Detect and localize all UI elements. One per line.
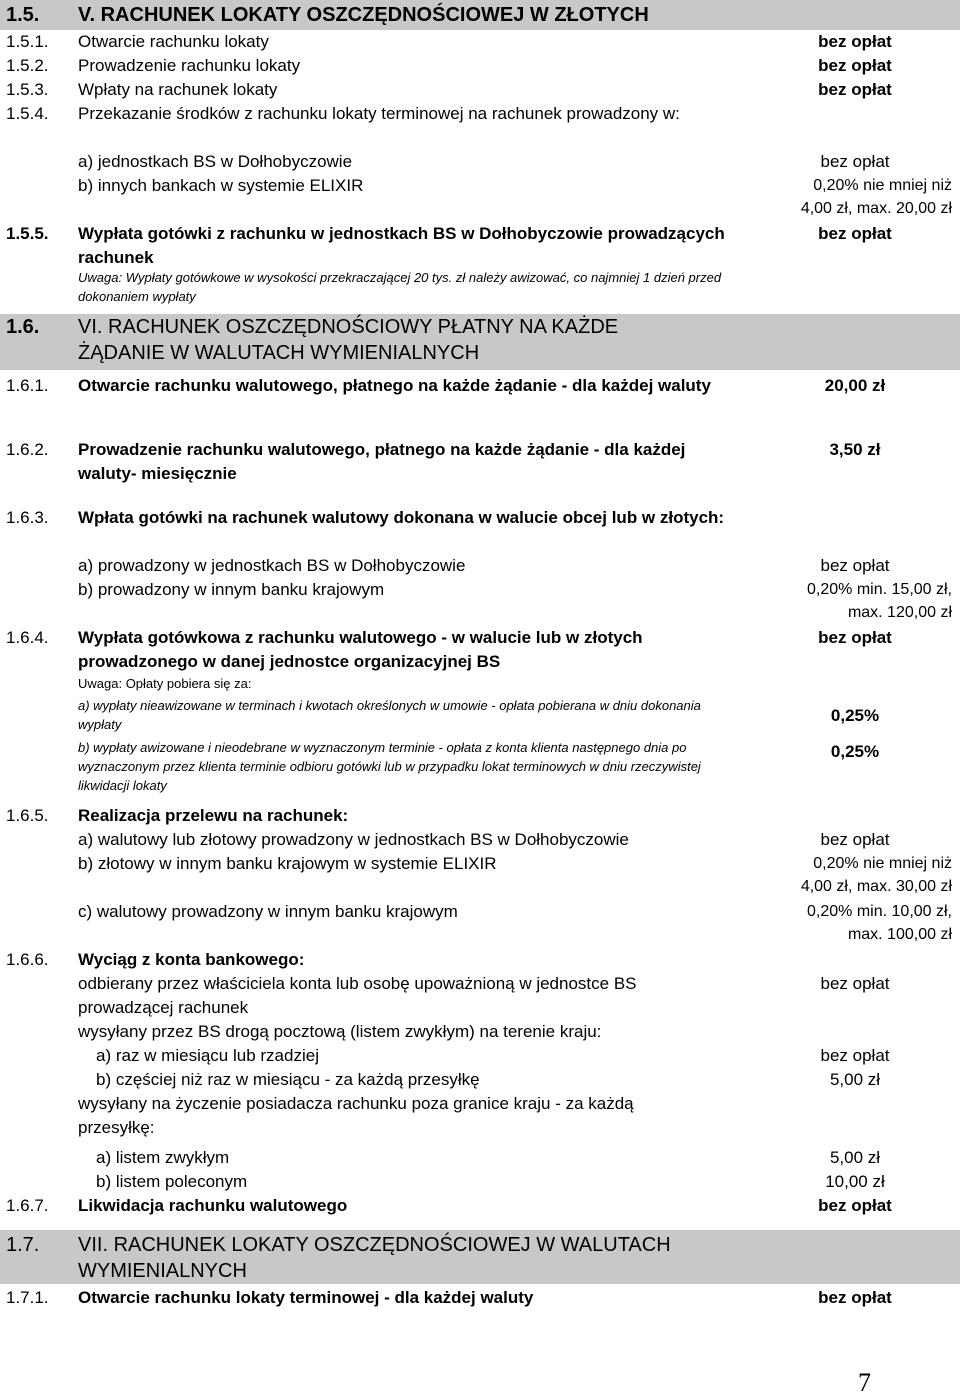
row-description: c) walutowy prowadzony w innym banku krajowym (78, 902, 458, 921)
table-row (0, 438, 960, 506)
table-row (0, 506, 960, 554)
row-fee: bez opłat (818, 32, 892, 51)
row-number: 1.6.1. (6, 376, 49, 395)
table-row (0, 102, 960, 150)
row-description: odbierany przez właściciela konta lub osobę upoważnioną w jednostce BS prowadzącej rachunek (78, 974, 637, 1017)
table-row (0, 852, 960, 900)
row-fee: 0,20% nie mniej niż 4,00 zł, max. 30,00 zł (800, 855, 952, 895)
row-number: 1.5.2. (6, 56, 49, 75)
row-description: a) raz w miesiącu lub rzadziej (96, 1046, 319, 1065)
row-description: Otwarcie rachunku lokaty (78, 32, 269, 51)
row-description: b) złotowy w innym banku krajowym w systemie ELIXIR (78, 854, 497, 873)
row-description: Przekazanie środków z rachunku lokaty terminowej na rachunek prowadzony w: (78, 104, 680, 123)
table-row (0, 696, 960, 738)
table-row (0, 78, 960, 102)
row-description: Likwidacja rachunku walutowego (78, 1196, 348, 1215)
row-description: a) walutowy lub złotowy prowadzony w jednostkach BS w Dołhobyczowie (78, 830, 629, 849)
row-note: Uwaga: Opłaty pobiera się za: (78, 676, 252, 691)
table-row (0, 972, 960, 1020)
row-number: 1.5.4. (6, 104, 49, 123)
row-fee: bez opłat (818, 1288, 892, 1307)
row-number: 1.5.1. (6, 32, 49, 51)
row-description: Wpłaty na rachunek lokaty (78, 80, 278, 99)
row-description: Otwarcie rachunku lokaty terminowej - dla każdej waluty (78, 1288, 534, 1307)
row-description: Realizacja przelewu na rachunek: (78, 806, 349, 825)
row-description: b) listem poleconym (96, 1172, 248, 1191)
row-description: a) prowadzony w jednostkach BS w Dołhobyczowie (78, 556, 466, 575)
table-row (0, 30, 960, 54)
table-row (0, 174, 960, 222)
table-row (0, 374, 960, 438)
row-fee: bez opłat (820, 974, 890, 993)
table-row (0, 1146, 960, 1170)
table-row (0, 1044, 960, 1068)
section-title: V. RACHUNEK LOKATY OSZCZĘDNOŚCIOWEJ W ZŁOTYCH (78, 4, 649, 26)
row-number: 1.7.1. (6, 1288, 49, 1307)
row-fee: 0,25% (830, 706, 880, 725)
row-description: a) jednostkach BS w Dołhobyczowie (78, 152, 353, 171)
row-note: b) wypłaty awizowane i nieodebrane w wyznaczonym terminie - opłata z konta klienta następnego dnia po wyznaczonym przez klienta terminie odbioru gotówki lub w przypadku lokat terminowych w dniu rzeczywistej likwidacji lokaty (78, 740, 701, 793)
table-row (0, 948, 960, 972)
table-row (0, 1068, 960, 1092)
table-row (0, 672, 960, 696)
row-number: 1.5.5. (6, 224, 49, 243)
row-note: Uwaga: Wypłaty gotówkowe w wysokości przekraczającej 20 tys. zł należy awizować, co najmniej 1 dzień przed dokonaniem wypłaty (78, 270, 722, 304)
row-description: a) listem zwykłym (96, 1148, 230, 1167)
row-description: b) częściej niż raz w miesiącu - za każdą przesyłkę (96, 1070, 480, 1089)
table-row (0, 1286, 960, 1314)
table-row (0, 738, 960, 800)
table-row (0, 900, 960, 948)
row-number: 1.6.7. (6, 1196, 49, 1215)
table-row (0, 222, 960, 268)
section-header-1-7 (0, 1230, 960, 1284)
section-header-1-6 (0, 314, 960, 370)
table-row (0, 554, 960, 578)
row-description: Prowadzenie rachunku walutowego, płatnego na każde żądanie - dla każdej waluty- miesięcznie (78, 440, 686, 483)
row-number: 1.6. (6, 316, 40, 338)
row-number: 1.5.3. (6, 80, 49, 99)
row-fee: bez opłat (818, 80, 892, 99)
row-description: wysyłany na życzenie posiadacza rachunku poza granice kraju - za każdą przesyłkę: (78, 1094, 634, 1137)
row-description: Prowadzenie rachunku lokaty (78, 56, 301, 75)
row-fee: 10,00 zł (825, 1172, 885, 1191)
table-row (0, 804, 960, 828)
table-row (0, 1170, 960, 1194)
row-description: Wpłata gotówki na rachunek walutowy dokonana w walucie obcej lub w złotych: (78, 508, 725, 527)
row-fee: 0,20% min. 15,00 zł, max. 120,00 zł (807, 581, 952, 621)
row-number: 1.5. (6, 4, 40, 26)
row-fee: bez opłat (818, 1196, 892, 1215)
row-fee: bez opłat (820, 830, 890, 849)
row-description: wysyłany przez BS drogą pocztową (listem zwykłym) na terenie kraju: (78, 1022, 602, 1041)
section-title: VII. RACHUNEK LOKATY OSZCZĘDNOŚCIOWEJ W WALUTACH WYMIENIALNYCH (78, 1234, 671, 1282)
row-description: Wypłata gotówkowa z rachunku walutowego - w walucie lub w złotych prowadzonego w danej jednostce organizacyjnej BS (78, 628, 643, 671)
table-row (0, 1092, 960, 1146)
row-fee: 5,00 zł (829, 1148, 881, 1167)
row-description: b) prowadzony w innym banku krajowym (78, 580, 385, 599)
row-fee: 0,20% min. 10,00 zł, max. 100,00 zł (807, 903, 952, 943)
row-description: Wyciąg z konta bankowego: (78, 950, 305, 969)
row-fee: 3,50 zł (829, 440, 881, 459)
row-description: Otwarcie rachunku walutowego, płatnego na każde żądanie - dla każdej waluty (78, 376, 711, 395)
table-row (0, 578, 960, 626)
row-fee: 5,00 zł (829, 1070, 881, 1089)
table-row (0, 1020, 960, 1044)
row-fee: bez opłat (820, 556, 890, 575)
section-header-1-5 (0, 0, 960, 30)
row-number: 1.6.4. (6, 628, 49, 647)
table-row (0, 54, 960, 78)
row-fee: 0,25% (830, 742, 880, 761)
row-description: Wypłata gotówki z rachunku w jednostkach BS w Dołhobyczowie prowadzących rachunek (78, 224, 725, 267)
row-fee: bez opłat (820, 152, 890, 171)
row-fee: bez opłat (818, 56, 892, 75)
table-row (0, 626, 960, 672)
row-number: 1.6.6. (6, 950, 49, 969)
table-row (0, 268, 960, 310)
row-number: 1.6.2. (6, 440, 49, 459)
table-row (0, 1194, 960, 1230)
row-number: 1.6.5. (6, 806, 49, 825)
section-title: VI. RACHUNEK OSZCZĘDNOŚCIOWY PŁATNY NA KAŻDE ŻĄDANIE W WALUTACH WYMIENIALNYCH (78, 316, 619, 364)
table-row (0, 828, 960, 852)
row-description: b) innych bankach w systemie ELIXIR (78, 176, 364, 195)
page-number: 7 (858, 1368, 871, 1397)
row-number: 1.7. (6, 1234, 40, 1256)
row-fee: bez opłat (820, 1046, 890, 1065)
row-number: 1.6.3. (6, 508, 49, 527)
row-fee: bez opłat (818, 224, 892, 243)
table-row (0, 150, 960, 174)
row-fee: 0,20% nie mniej niż 4,00 zł, max. 20,00 zł (800, 177, 952, 217)
row-fee: 20,00 zł (824, 376, 886, 395)
row-note: a) wypłaty nieawizowane w terminach i kwotach określonych w umowie - opłata pobierana w dniu dokonania wypłaty (78, 698, 701, 732)
row-fee: bez opłat (818, 628, 892, 647)
